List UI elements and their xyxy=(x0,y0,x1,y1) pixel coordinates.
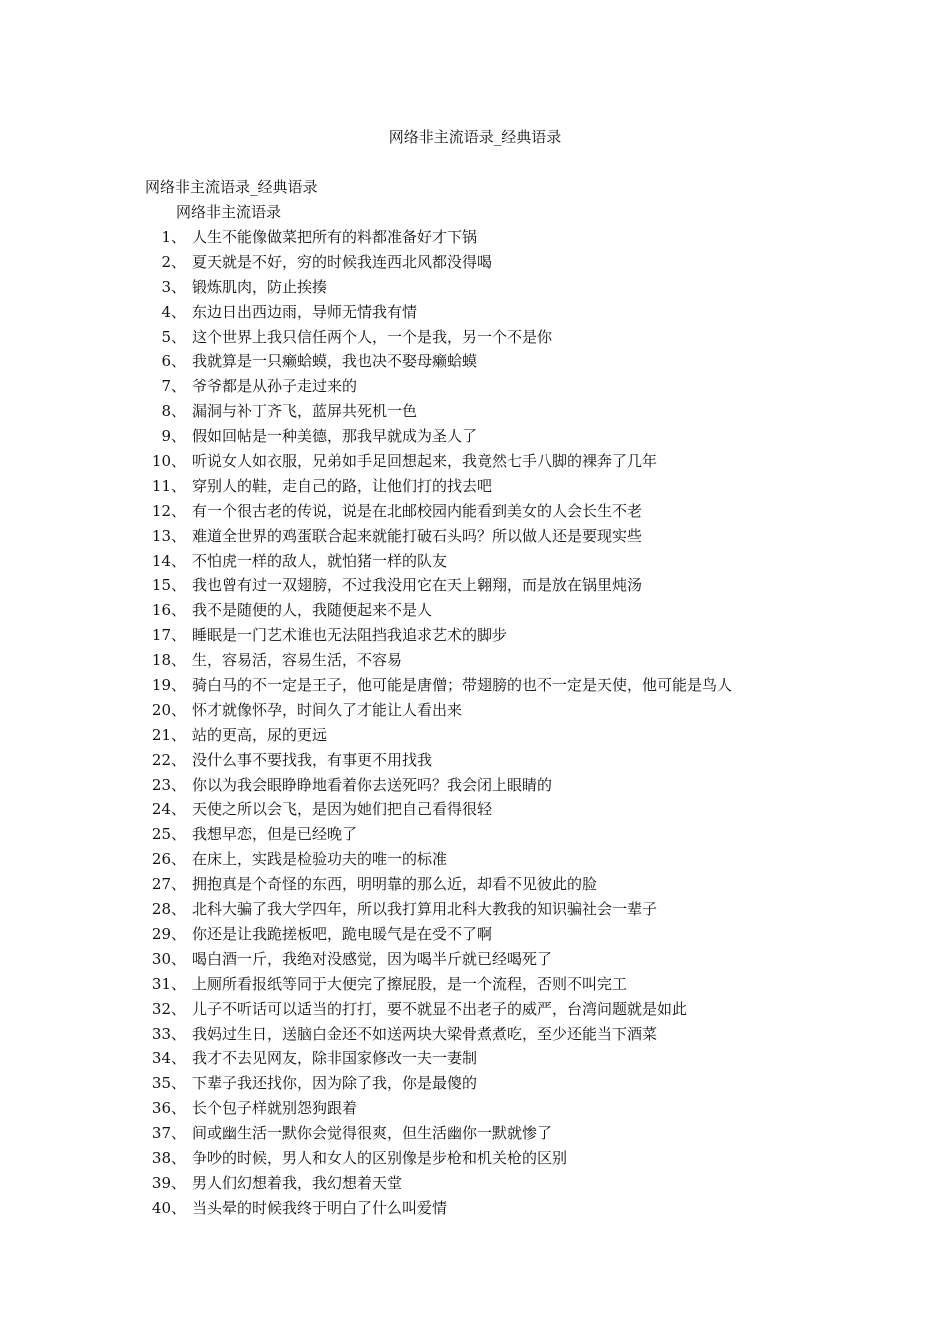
list-item xyxy=(0,252,950,277)
list-item xyxy=(0,750,950,775)
list-item-number: 3、 xyxy=(161,277,186,296)
list-item-text: 人生不能像做菜把所有的料都准备好才下锅 xyxy=(192,228,478,246)
list-item-text: 听说女人如衣服，兄弟如手足回想起来，我竟然七手八脚的裸奔了几年 xyxy=(192,452,658,471)
list-item-text: 间或幽生活一默你会觉得很爽，但生活幽你一默就惨了 xyxy=(192,1124,553,1143)
list-item-number: 26、 xyxy=(151,850,186,869)
list-item-text: 不怕虎一样的敌人，就怕猪一样的队友 xyxy=(192,551,448,570)
list-item xyxy=(0,874,950,899)
list-item-text: 我不是随便的人，我随便起来不是人 xyxy=(192,601,433,620)
list-item-number: 21、 xyxy=(151,725,186,744)
list-item xyxy=(0,451,950,476)
list-item-number: 1、 xyxy=(161,228,186,246)
list-item-number: 12、 xyxy=(151,501,186,520)
list-item-number: 4、 xyxy=(161,302,186,321)
list-item-number: 34、 xyxy=(151,1049,186,1068)
list-item-text: 我想早恋，但是已经晚了 xyxy=(192,825,358,844)
list-item-text: 站的更高，尿的更远 xyxy=(192,725,328,744)
list-item xyxy=(0,227,950,252)
list-item xyxy=(0,899,950,924)
list-item xyxy=(0,401,950,426)
list-item-text: 儿子不听话可以适当的打打，要不就显不出老子的威严，台湾问题就是如此 xyxy=(192,999,688,1018)
list-item-text: 我就算是一只癞蛤蟆，我也决不娶母癞蛤蟆 xyxy=(192,352,478,371)
list-item-text: 拥抱真是个奇怪的东西，明明靠的那么近，却看不见彼此的脸 xyxy=(192,875,598,894)
list-item-number: 16、 xyxy=(151,601,186,620)
list-item xyxy=(0,376,950,401)
list-item-number: 36、 xyxy=(151,1099,186,1118)
list-item-text: 我也曾有过一双翅膀，不过我没用它在天上翱翔，而是放在锅里炖汤 xyxy=(192,576,643,595)
list-item-number: 19、 xyxy=(151,676,186,695)
list-item-number: 13、 xyxy=(151,526,186,545)
list-item-number: 27、 xyxy=(151,875,186,894)
list-item xyxy=(0,351,950,376)
list-item-text: 没什么事不要找我，有事更不用找我 xyxy=(192,750,433,769)
list-item-text: 喝白酒一斤，我绝对没感觉，因为喝半斤就已经喝死了 xyxy=(192,949,553,968)
list-item xyxy=(0,1073,950,1098)
list-item-text: 下辈子我还找你，因为除了我，你是最傻的 xyxy=(192,1074,478,1093)
list-item-text: 东边日出西边雨，导师无情我有情 xyxy=(192,302,418,321)
list-item-number: 30、 xyxy=(151,949,186,968)
list-item-number: 25、 xyxy=(151,825,186,844)
list-item xyxy=(0,1148,950,1173)
list-item xyxy=(0,526,950,551)
list-item-text: 骑白马的不一定是王子，他可能是唐僧；带翅膀的也不一定是天使，他可能是鸟人 xyxy=(192,676,733,695)
list-item-number: 33、 xyxy=(151,1024,186,1043)
list-item xyxy=(0,775,950,800)
list-item xyxy=(0,1123,950,1148)
list-item xyxy=(0,924,950,949)
list-item xyxy=(0,600,950,625)
list-item-number: 14、 xyxy=(151,551,186,570)
list-item-text: 有一个很古老的传说，说是在北邮校园内能看到美女的人会长生不老 xyxy=(192,501,643,520)
list-item-number: 8、 xyxy=(161,402,186,421)
list-item-number: 9、 xyxy=(161,427,186,446)
list-item-number: 29、 xyxy=(151,924,186,943)
list-item-text: 夏天就是不好，穷的时候我连西北风都没得喝 xyxy=(192,252,493,271)
list-item xyxy=(0,426,950,451)
list-item xyxy=(0,725,950,750)
list-item-text: 你还是让我跪搓板吧，跪电暖气是在受不了啊 xyxy=(192,924,493,943)
list-item-text: 睡眠是一门艺术谁也无法阻挡我追求艺术的脚步 xyxy=(192,626,508,645)
list-item-number: 10、 xyxy=(151,452,186,471)
list-item-text: 在床上，实践是检验功夫的唯一的标准 xyxy=(192,850,448,869)
list-item-number: 2、 xyxy=(161,252,186,271)
list-item xyxy=(0,799,950,824)
list-item xyxy=(0,999,950,1024)
list-item xyxy=(0,650,950,675)
list-item-number: 31、 xyxy=(151,974,186,993)
list-item-text: 上厕所看报纸等同于大便完了擦屁股，是一个流程，否则不叫完工 xyxy=(192,974,628,993)
list-item-text: 漏洞与补丁齐飞，蓝屏共死机一色 xyxy=(192,402,418,421)
list-item-text: 假如回帖是一种美德，那我早就成为圣人了 xyxy=(192,427,478,446)
list-item-number: 38、 xyxy=(151,1148,186,1167)
list-item-text: 难道全世界的鸡蛋联合起来就能打破石头吗？所以做人还是要现实些 xyxy=(192,526,643,545)
list-item-text: 锻炼肌肉，防止挨揍 xyxy=(192,277,328,296)
list-item xyxy=(0,1198,950,1223)
list-item xyxy=(0,277,950,302)
list-item xyxy=(0,1048,950,1073)
list-item-number: 7、 xyxy=(161,377,186,396)
document-heading: 网络非主流语录_经典语录 xyxy=(145,178,318,196)
list-item xyxy=(0,675,950,700)
list-item-number: 23、 xyxy=(151,775,186,794)
list-item-number: 35、 xyxy=(151,1074,186,1093)
list-item xyxy=(0,824,950,849)
list-item-number: 28、 xyxy=(151,900,186,919)
list-item xyxy=(0,974,950,999)
list-item-number: 40、 xyxy=(151,1198,186,1217)
quote-list xyxy=(0,227,950,1223)
document-subheading: 网络非主流语录 xyxy=(176,203,282,221)
list-item-number: 22、 xyxy=(151,750,186,769)
list-item-text: 当头晕的时候我终于明白了什么叫爱情 xyxy=(192,1198,448,1217)
list-item-text: 长个包子样就别怨狗跟着 xyxy=(192,1099,358,1118)
list-item-text: 你以为我会眼睁睁地看着你去送死吗？我会闭上眼睛的 xyxy=(192,775,553,794)
list-item xyxy=(0,476,950,501)
list-item-text: 这个世界上我只信任两个人，一个是我，另一个不是你 xyxy=(192,327,553,346)
list-item xyxy=(0,501,950,526)
list-item-number: 17、 xyxy=(151,626,186,645)
list-item xyxy=(0,625,950,650)
list-item-number: 37、 xyxy=(151,1124,186,1143)
list-item-text: 爷爷都是从孙子走过来的 xyxy=(192,377,358,396)
list-item xyxy=(0,700,950,725)
list-item-text: 北科大骗了我大学四年，所以我打算用北科大教我的知识骗社会一辈子 xyxy=(192,900,658,919)
list-item-text: 争吵的时候，男人和女人的区别像是步枪和机关枪的区别 xyxy=(192,1148,568,1167)
list-item-text: 我才不去见网友，除非国家修改一夫一妻制 xyxy=(192,1049,478,1068)
list-item xyxy=(0,1173,950,1198)
list-item-number: 32、 xyxy=(151,999,186,1018)
list-item xyxy=(0,551,950,576)
list-item-text: 天使之所以会飞，是因为她们把自己看得很轻 xyxy=(192,800,493,819)
list-item-number: 24、 xyxy=(151,800,186,819)
list-item-number: 18、 xyxy=(151,651,186,670)
list-item xyxy=(0,1098,950,1123)
list-item-number: 15、 xyxy=(151,576,186,595)
list-item-number: 11、 xyxy=(151,476,186,495)
list-item xyxy=(0,849,950,874)
list-item-text: 我妈过生日，送脑白金还不如送两块大梁骨煮煮吃，至少还能当下酒菜 xyxy=(192,1024,658,1043)
list-item xyxy=(0,1024,950,1049)
list-item-number: 39、 xyxy=(151,1173,186,1192)
page-title: 网络非主流语录_经典语录 xyxy=(388,128,562,146)
list-item-number: 6、 xyxy=(161,352,186,371)
list-item xyxy=(0,575,950,600)
list-item xyxy=(0,949,950,974)
list-item-number: 5、 xyxy=(161,327,186,346)
list-item-text: 怀才就像怀孕，时间久了才能让人看出来 xyxy=(192,700,463,719)
list-item xyxy=(0,302,950,327)
list-item-text: 男人们幻想着我，我幻想着天堂 xyxy=(192,1173,403,1192)
list-item xyxy=(0,327,950,352)
list-item-text: 生，容易活，容易生活，不容易 xyxy=(192,651,403,670)
list-item-text: 穿别人的鞋，走自己的路，让他们打的找去吧 xyxy=(192,476,493,495)
list-item-number: 20、 xyxy=(151,700,186,719)
